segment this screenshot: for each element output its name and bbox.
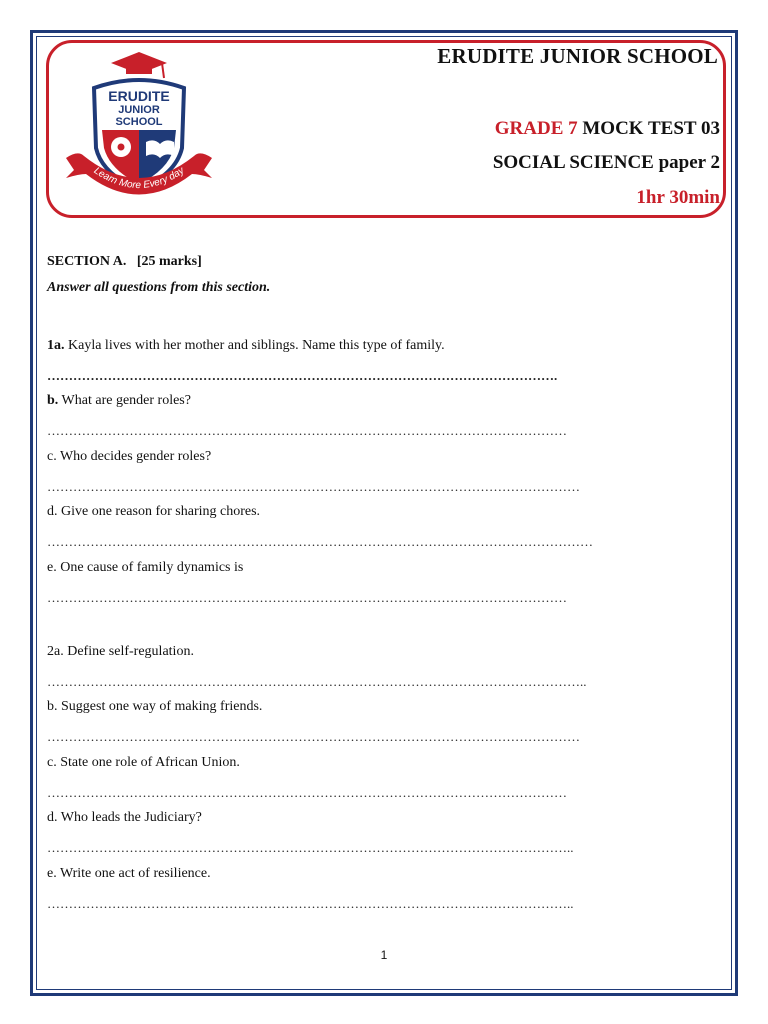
question-text: b. Suggest one way of making friends. [47, 699, 263, 714]
test-label: MOCK TEST 03 [577, 118, 720, 139]
answer-line[interactable]: ………………………………………………………………………………………………………. [47, 368, 558, 383]
question-text: c. State one role of African Union. [47, 755, 240, 770]
question-number: 1a. [47, 338, 65, 353]
question-1 [47, 338, 445, 354]
answer-line[interactable]: ………………………………………………………………………………………………………….. [47, 896, 574, 911]
answer-line[interactable]: ………………………………………………………………………………………………………… [47, 423, 567, 438]
answer-line[interactable]: ………………………………………………………………………………………………………….. [47, 840, 574, 855]
answer-line[interactable]: …………………………………………………………………………………………………………….. [47, 674, 587, 689]
question-text: e. Write one act of resilience. [47, 866, 211, 881]
logo-line3: SCHOOL [115, 116, 163, 128]
question-7 [47, 699, 262, 715]
subject-line: SOCIAL SCIENCE paper 2 [492, 152, 720, 173]
question-10 [47, 866, 211, 882]
question-text: 2a. Define self-regulation. [47, 644, 194, 659]
question-text: What are gender roles? [58, 393, 191, 408]
duration-line: 1hr 30min [636, 187, 720, 208]
logo-line2: JUNIOR [118, 104, 160, 116]
question-9 [47, 810, 202, 826]
answer-line[interactable]: ………………………………………………………………………………………………………… [47, 590, 567, 605]
school-name: ERUDITE JUNIOR SCHOOL [437, 44, 718, 68]
section-title: SECTION A. [25 marks] [47, 254, 202, 269]
question-6 [47, 644, 194, 660]
question-list [47, 0, 707, 1024]
logo-motto: Learn More Every day [91, 165, 187, 192]
question-2 [47, 393, 191, 409]
question-text: d. Who leads the Judiciary? [47, 810, 202, 825]
page-number: 1 [380, 948, 388, 962]
question-text: e. One cause of family dynamics is [47, 560, 244, 575]
question-4 [47, 504, 260, 520]
question-text: c. Who decides gender roles? [47, 449, 212, 464]
question-text: d. Give one reason for sharing chores. [47, 504, 261, 519]
question-5 [47, 560, 243, 576]
answer-line[interactable]: …………………………………………………………………………………………………………… [47, 479, 580, 494]
answer-line[interactable]: …………………………………………………………………………………………………………… [47, 729, 580, 744]
answer-line[interactable]: ………………………………………………………………………………………………………… [47, 785, 567, 800]
question-8 [47, 755, 240, 771]
answer-line[interactable]: ……………………………………………………………………………………………………………… [47, 534, 593, 549]
question-number: b. [47, 393, 59, 408]
section-instruction: Answer all questions from this section. [47, 280, 271, 295]
question-3 [47, 449, 211, 465]
logo-line1: ERUDITE [108, 88, 170, 104]
question-text: Kayla lives with her mother and siblings. Name this type of family. [64, 338, 445, 353]
grade-label: GRADE 7 [494, 118, 578, 139]
